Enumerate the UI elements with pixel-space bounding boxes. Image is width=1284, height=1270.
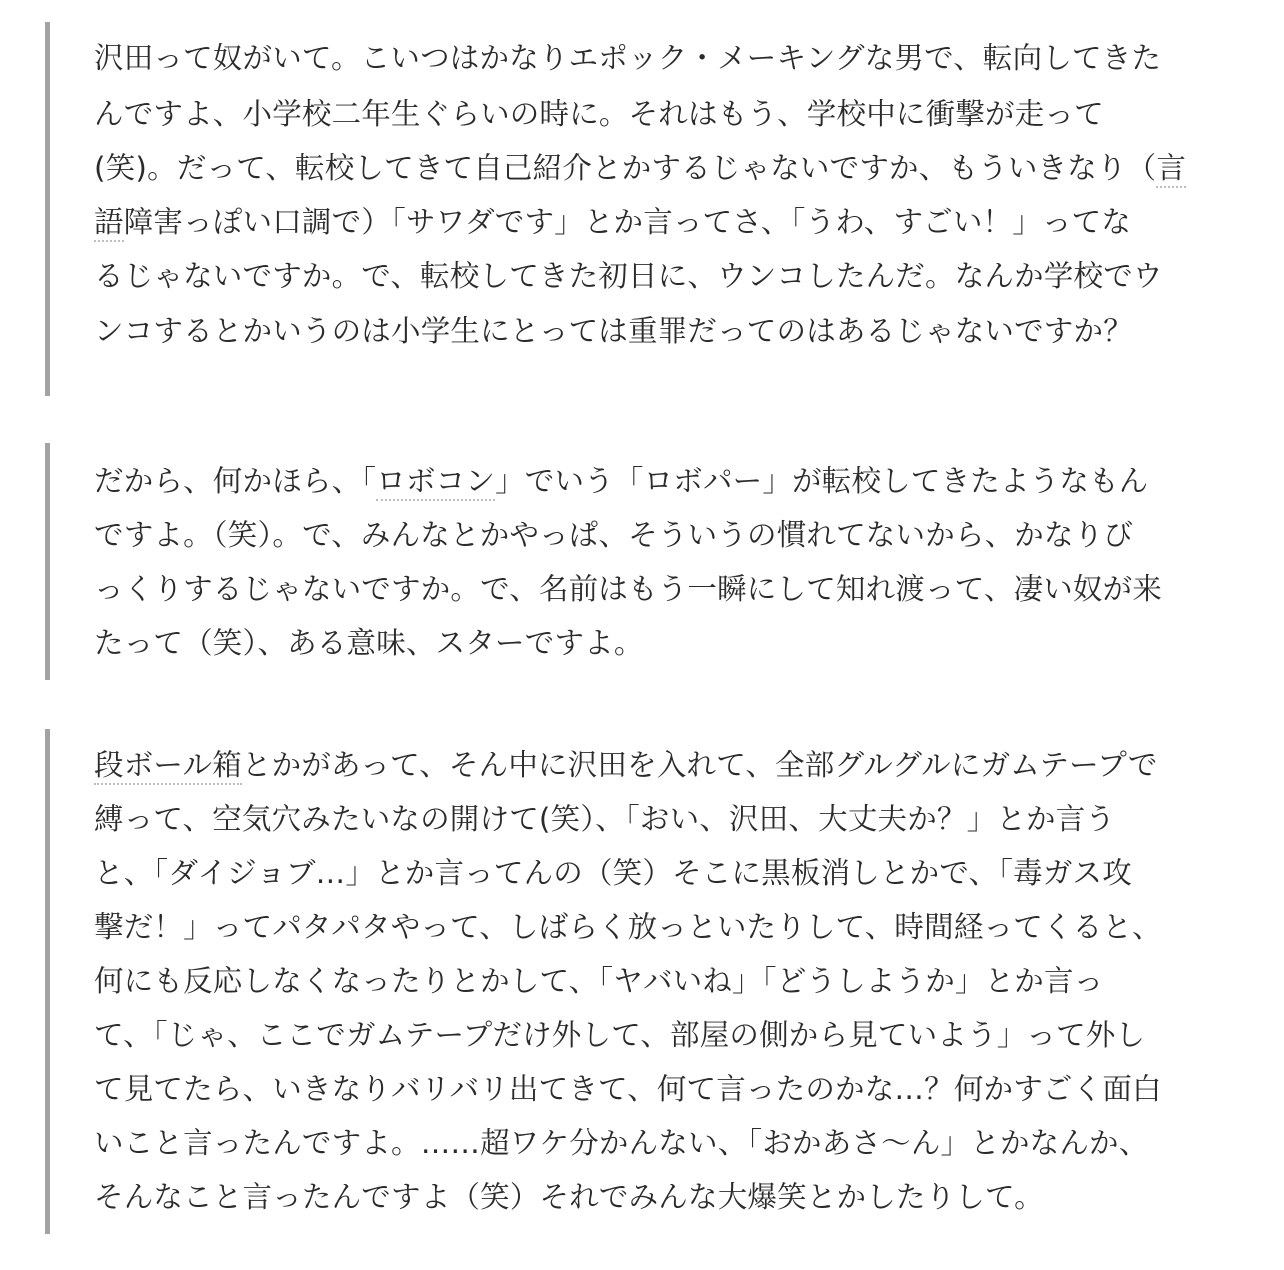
quote-1-line-4-text: 障害っぽい口調で）「サワダです」とか言ってさ、「うわ、すごい！」ってな: [123, 205, 1132, 239]
keyword-link-gengo-1[interactable]: 言: [1156, 151, 1186, 188]
blockquote-2: [45, 443, 1255, 680]
quote-1-line-1: 沢田って奴がいて。こいつはかなりエポック・メーキングな男で、転向してきた: [94, 41, 1162, 75]
quote-3-line-6: て、「じゃ、ここでガムテープだけ外して、部屋の側から見ていよう」って外し: [94, 1018, 1146, 1052]
keyword-link-danboru[interactable]: 段ボール箱: [94, 748, 242, 785]
quote-3-line-5: 何にも反応しなくなったりとかして、「ヤバいね」「どうしようか」とか言っ: [94, 964, 1104, 998]
quote-2-line-2: ですよ。（笑）。で、みんなとかやっぱ、そういうの慣れてないから、かなりび: [94, 518, 1134, 552]
blockquote-3: [45, 729, 1255, 1234]
quote-3-line-8: いこと言ったんですよ。……超ワケ分かんない、「おかあさ〜ん」とかなんか、: [94, 1126, 1149, 1160]
quote-1-line-6: ンコするとかいうのは小学生にとっては重罪だってのはあるじゃないですか？: [94, 314, 1133, 348]
quote-3-line-9: そんなこと言ったんですよ（笑）それでみんな大爆笑とかしたりして。: [94, 1180, 1044, 1214]
quote-1-line-3: [94, 146, 1186, 190]
quote-1-line-5: るじゃないですか。で、転校してきた初日に、ウンコしたんだ。なんか学校でウ: [94, 259, 1163, 293]
quote-2-line-3: っくりするじゃないですか。で、名前はもう一瞬にして知れ渡って、凄い奴が来: [94, 572, 1163, 606]
keyword-link-robocon[interactable]: ロボコン: [376, 464, 495, 501]
quote-3-line-2: 縛って、空気穴みたいなの開けて(笑）、「おい、沢田、大丈夫か？」とか言う: [94, 802, 1116, 836]
quote-3-line-7: て見てたら、いきなりバリバリ出てきて、何て言ったのかな…？何かすごく面白: [94, 1072, 1162, 1106]
quote-1-line-3-text: (笑)。だって、転校してきて自己紹介とかするじゃないですか、もういきなり（: [94, 151, 1157, 185]
quote-2-line-1: [94, 459, 1148, 503]
quote-2-line-1-suffix: 」でいう「ロボパー」が転校してきたようなもん: [495, 464, 1149, 498]
quote-1-line-4: [94, 200, 1131, 244]
quote-2-line-1-prefix: だから、何かほら、「: [94, 464, 377, 498]
blockquote-1: [45, 22, 1255, 396]
quote-2-line-4: たって（笑）、ある意味、スターですよ。: [94, 626, 644, 660]
quote-3-line-1: [94, 743, 1158, 787]
keyword-link-gengo-2[interactable]: 語: [94, 205, 124, 242]
quote-3-line-1-text: とかがあって、そん中に沢田を入れて、全部グルグルにガムテープで: [241, 748, 1158, 782]
quote-3-line-4: 撃だ！」ってパタパタやって、しばらく放っといたりして、時間経ってくると、: [94, 910, 1162, 944]
quote-1-line-2: んですよ、小学校二年生ぐらいの時に。それはもう、学校中に衝撃が走って: [94, 97, 1104, 131]
quote-3-line-3: と、「ダイジョブ…」とか言ってんの（笑）そこに黒板消しとかで、「毒ガス攻: [94, 856, 1132, 890]
